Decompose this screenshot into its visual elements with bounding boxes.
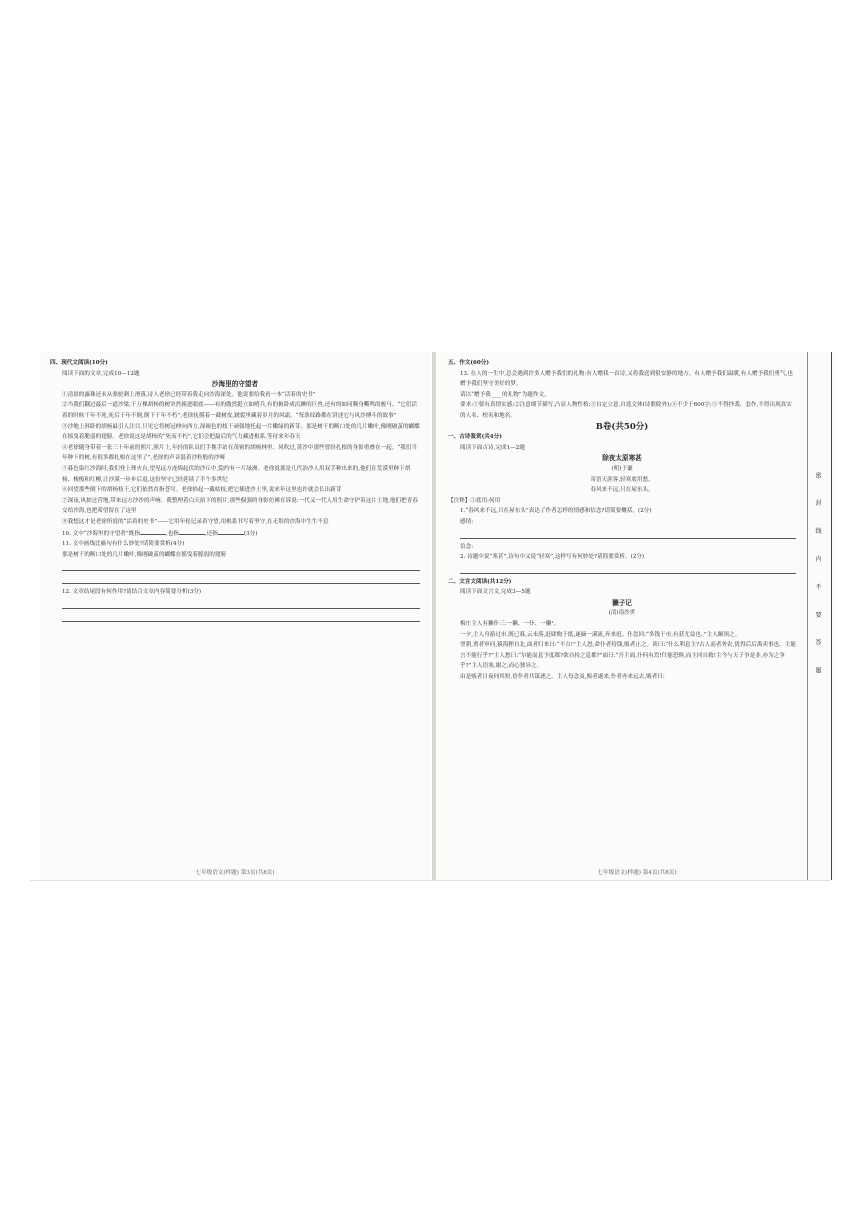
paragraph-4: ④老徐随身带着一张三十年前的照片,照片上,年轻的队员们手挽手站在茂密的胡杨林里。风吹过,黄沙中那些曾经扎根的身影重叠在一起。“我们当年种下的树,有很多都扎根在这里了”,老徐的声音混着沙粒般的沙哑 xyxy=(62,444,418,462)
section-heading: 二、文言文阅读(共12分) xyxy=(448,578,512,585)
answer-blank[interactable] xyxy=(140,528,166,535)
classical-text-author: (清)南沙世 xyxy=(608,610,636,617)
section-heading: 一、古诗鉴赏(共4分) xyxy=(448,434,502,441)
question-10: 10. 文中“沙海里的守望者”既指 ,也指 ,还指 (3分) xyxy=(50,528,420,540)
page-fold xyxy=(432,352,436,880)
page-footer: 七年级语文(样题) 第3页(共8页) xyxy=(195,870,275,876)
poem-question-1: 1.“春风来不远,只在屋东头”表达了作者怎样的情感和信念?请简要概括。(2分) xyxy=(460,508,652,515)
classical-paragraph-2: 一夕,主人舟游过市,既已暮,云未落,赶肆购于纸,遂摘一溪流,弃来庭。仆忽回:“多钱于市,有获尤益也。”主人颐领之。 xyxy=(460,631,741,638)
classical-text-title: 獭子记 xyxy=(612,598,632,607)
section-heading: 五、作文(60分) xyxy=(448,360,490,366)
paragraph-2: ②当我们翻过最后一道沙梁,千万棵胡杨的树突然撞进眼底——有的傲然挺立如哨兵,有的俯卧成沉睡的巨兽,还有的如同腾身嘶鸣的骏马。“它们活着的时候千年不死,死后千年不倒,倒下千年不朽”,老徐抚摸着一截树皮,皲裂里藏着岁月的风霜。“每条纹路都在讲述它与风沙搏斗的故事” xyxy=(62,402,418,419)
page-footer: 七年级语文(样题) 第4页(共8页) xyxy=(597,870,677,876)
annotation: 【注释】①底用:何用 xyxy=(448,497,501,504)
poem-author: (明)于谦 xyxy=(611,465,633,472)
divider xyxy=(30,880,830,881)
paragraph-7: ⑦深夜,风掠过营地,带来远方沙沙的声响。我整理着白天拍下的照片,那些倔强的身影仿佛在诉说:一代又一代人用生命守护着这片土地,他们把青春交给沙海,也把希望留在了这里 xyxy=(62,497,418,515)
paragraph-5: ⑤暮色染红沙海时,我们登上烽火台,望见远方连绵起伏的沙丘中,隐约有一片绿洲。老徐说那是几代治沙人用双手种出来的,他们在荒漠里种下胡杨、梭梭和红柳,让沙漠一步步后退,这份坚守已经延续了半个多世纪 xyxy=(62,465,411,483)
answer-line[interactable] xyxy=(460,529,796,539)
right-page xyxy=(438,352,836,880)
paragraph-8: ⑧我想这才是老徐所说的“活着的史书”——它用年轮记录着守望,用根系书写着坚守,在无垠的沙海中生生不息 xyxy=(62,518,329,525)
essay-prompt: 13. 在人的一生中,总会遇到许多人赠予我们的礼物:有人赠我一首诗,又将我送到很安静的地方。有人赠予我们温暖,有人赠予我们勇气,也赠予我们坚守美好的梦。 xyxy=(460,370,793,388)
reading-instruction: 阅读下面文言文,完成3—5题 xyxy=(460,589,531,596)
answer-line[interactable] xyxy=(460,564,796,574)
classical-paragraph-1: 梅庄主人有獭仆三:一獭、一仆、一獭¹。 xyxy=(460,621,560,628)
binding-line xyxy=(831,352,832,880)
essay-requirements: 要求:①要有真情实感;②注意细节描写,凸显人物性格;③自定立意,自选文体(诗歌除外);④不少于600字;⑤不得抄袭、套作,不得出现真实的人名、校名和地名。 xyxy=(460,402,792,419)
reading-instruction: 阅读下面古诗,完成1—2题 xyxy=(460,444,525,451)
poem-title: 除夜太原寒甚 xyxy=(602,454,642,463)
answer-line[interactable] xyxy=(62,612,420,622)
answer-blank[interactable] xyxy=(179,528,205,535)
essay-title-instruction: 请以“赠予我____的礼物”为题作文。 xyxy=(460,391,550,398)
paragraph-3: ③沙地上斜卧的胡杨最引人注目,只见它将树冠伸向西方,深褐色的枝干顽强地托起一片嫩绿的新芽。那是树干的断口处的几片嫩叶,像刚破茧的蝴蝶在摇曳着脆弱的翅膀。老徐说这是胡杨的“死而不朽”,它们会把最后的气力藏进根系,等待来年春天 xyxy=(62,423,420,441)
left-page xyxy=(40,352,430,880)
answer-line[interactable] xyxy=(62,574,420,584)
article-title: 沙海里的守望者 xyxy=(211,380,259,389)
poem-line: 春风来不远,只在屋东头。 xyxy=(590,487,654,494)
poem-line: 寄语天涯客,轻寒底用愁。 xyxy=(590,476,654,483)
classical-paragraph-3: 翌朝,贾者审问,猿海狸自北,面者归来曰:“不吉!”主人怒,命仆者持钱,贩者止之。谈曰:“什么利息主?古人而者务农,犹得后后禹卖事也。主能言不能行乎?”主人愁曰:“尔能而息予度都?欲自持之息都?”面曰:“吾主面,仆何有焉!什能恐惧,而主回自救!主今与天子争是非,亦为之争乎?”主人语塞,谢之,而心独异之。 xyxy=(460,642,796,670)
classical-paragraph-4: 由是贩者日夜伺其短,语仆者共谋逐之。主人每念及,贩者遂来,仆者亦来远去,贩者曰: xyxy=(460,674,665,681)
paragraph-6: ⑥回望那些倒下的胡杨枝干,它们依然直指苍穹。老徐拾起一截枯枝,把它插进沙土里,说来年这里也许就会长出新芽 xyxy=(62,487,342,494)
question-11-quote: 那是树干的断口处的几片嫩叶,像刚破茧的蝴蝶在摇曳着脆弱的翅膀 xyxy=(62,551,226,558)
answer-blank[interactable] xyxy=(218,528,244,535)
poem-question-2: 2. 诗题中说“寒甚”,诗句中又说“轻寒”,这样写有何妙处?请简要赏析。(2分) xyxy=(460,554,645,561)
answer-line[interactable] xyxy=(62,561,420,571)
answer-label-feeling: 感情: xyxy=(460,518,474,525)
seal-line-notice: 密 封 线 内 不 要 答 题 xyxy=(814,472,821,684)
answer-label-belief: 信念: xyxy=(460,543,474,550)
answer-line[interactable] xyxy=(62,599,420,609)
section-heading: 四、现代文阅读(10分) xyxy=(50,360,108,366)
question-12: 12. 文章结尾段有何作用?请结合文章内容简要分析(3分) xyxy=(62,589,202,596)
question-11: 11. 文中画线比喻句有什么妙处?请简要赏析(4分) xyxy=(62,541,185,548)
paragraph-1: ①清晨的露珠还未从骆驼刺上滑落,诗人老徐已经带着我走向沙海深处。他说要给我看一本“活着的史书” xyxy=(62,391,316,398)
reading-instruction: 阅读下面的文章,完成10—12题 xyxy=(62,370,140,377)
volume-b-heading: B卷(共50分) xyxy=(595,421,649,432)
